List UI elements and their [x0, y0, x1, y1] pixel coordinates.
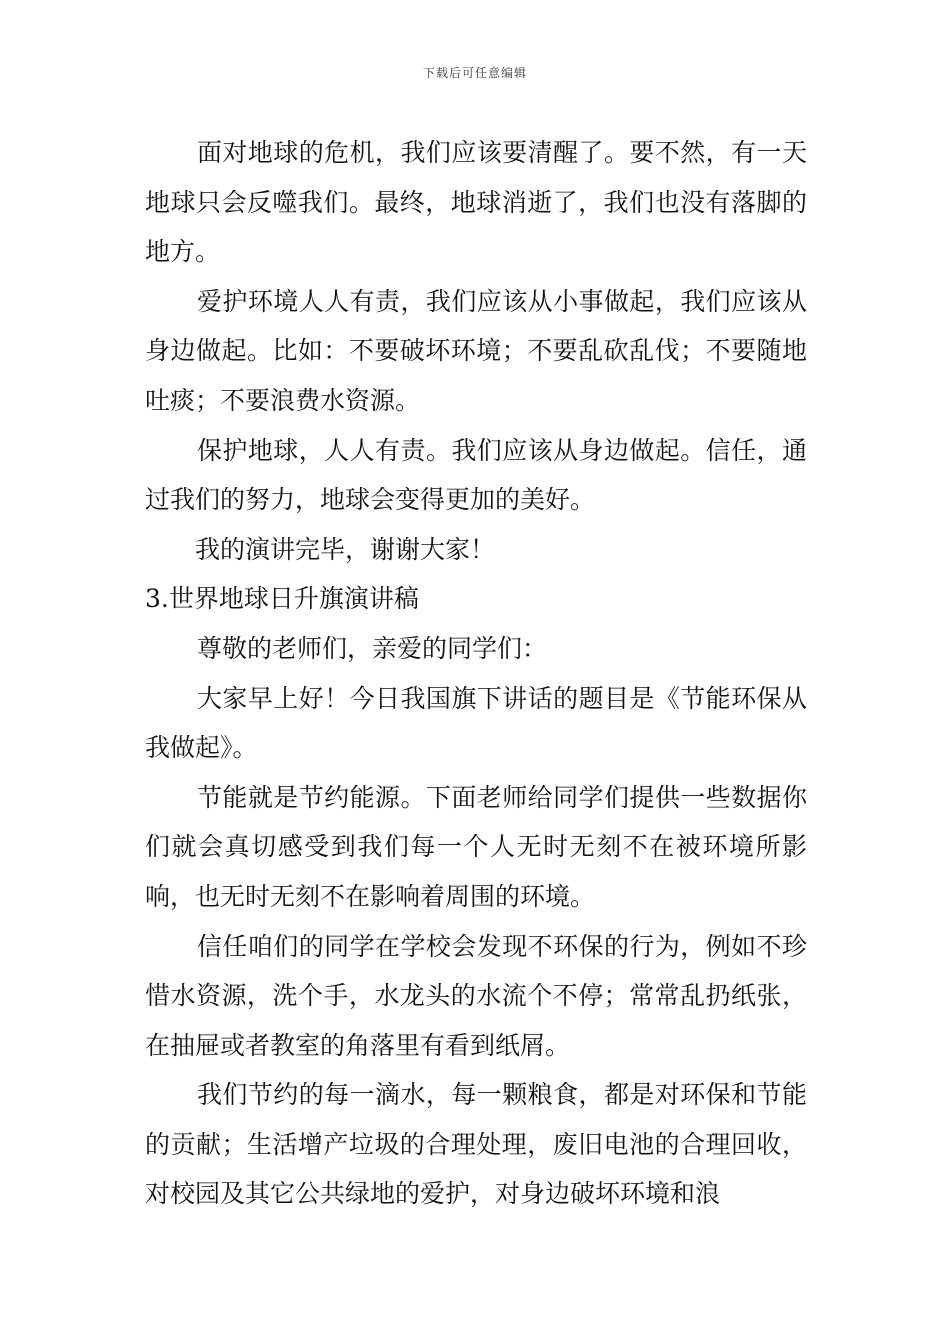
paragraph-contribution: 我们节约的每一滴水，每一颗粮食，都是对环保和节能的贡献；生活增产垃圾的合理处理，废旧电池的合理回收，对校园及其它公共绿地的爱护，对身边破坏环境和浪	[145, 1080, 807, 1209]
paragraph-closing: 我的演讲完毕，谢谢大家！	[195, 534, 496, 564]
paragraph-protect-environment: 爱护环境人人有责，我们应该从小事做起，我们应该从身边做起。比如：不要破坏环境；不要乱砍乱伐；不要随地吐痰；不要浪费水资源。	[145, 286, 807, 415]
paragraph-greeting: 尊敬的老师们，亲爱的同学们：	[197, 633, 548, 663]
paragraph-responsibility: 保护地球，人人有责。我们应该从身边做起。信任，通过我们的努力，地球会变得更加的美好。	[145, 435, 807, 515]
section-heading: 3.世界地球日升旗演讲稿	[145, 584, 419, 614]
paragraph-energy-saving: 节能就是节约能源。下面老师给同学们提供一些数据你们就会真切感受到我们每一个人无时无刻不在被环境所影响，也无时无刻不在影响着周围的环境。	[145, 782, 807, 911]
paragraph-school-behavior: 信任咱们的同学在学校会发现不环保的行为，例如不珍惜水资源，洗个手，水龙头的水流个不停；常常乱扔纸张，在抽屉或者教室的角落里有看到纸屑。	[145, 931, 807, 1060]
header-note: 下载后可任意编辑	[422, 66, 527, 80]
paragraph-topic: 大家早上好！今日我国旗下讲话的题目是《节能环保从我做起》。	[145, 683, 807, 763]
document-body	[145, 128, 807, 1219]
paragraph-earth-crisis: 面对地球的危机，我们应该要清醒了。要不然，有一天地球只会反噬我们。最终，地球消逝了，我们也没有落脚的地方。	[145, 138, 807, 267]
